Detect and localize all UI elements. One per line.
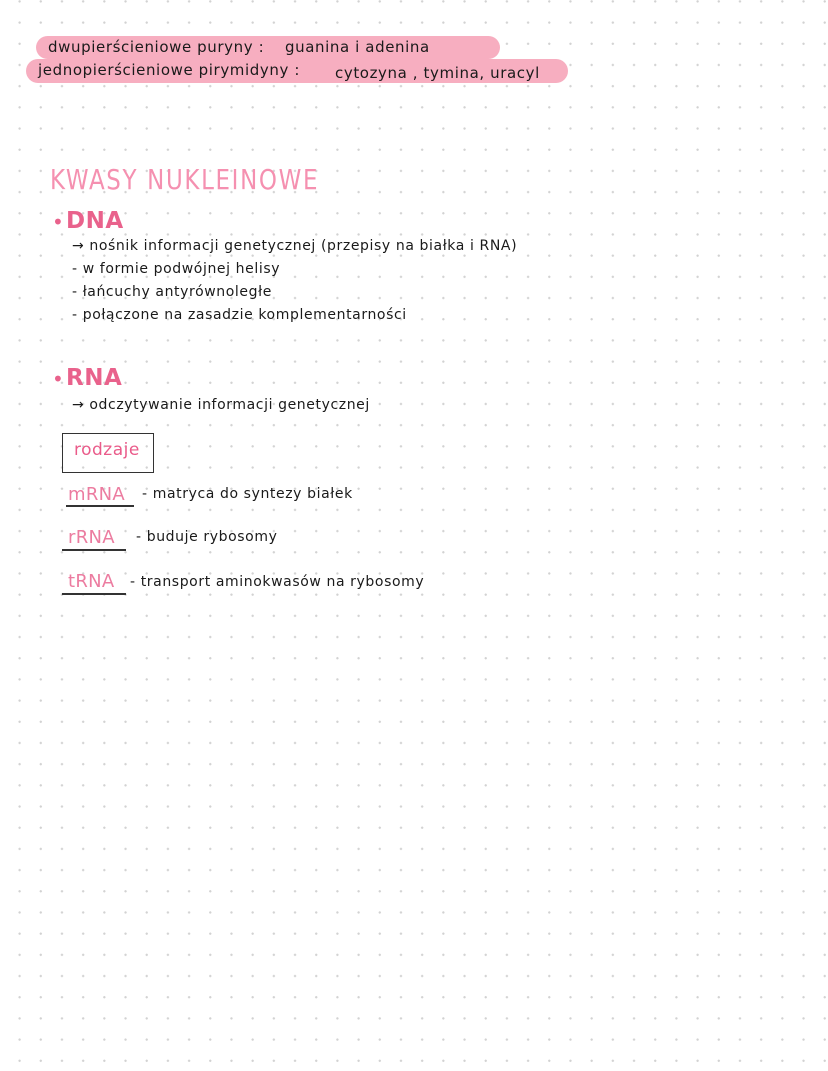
dna-line-1: → nośnik informacji genetycznej (przepisy na białka i RNA) xyxy=(72,238,518,254)
type-desc-rrna: - buduje rybosomy xyxy=(136,529,278,545)
dna-line-4: - połączone na zasadzie komplementarności xyxy=(72,307,407,323)
type-underline-trna xyxy=(62,593,126,595)
dna-line-2: - w formie podwójnej helisy xyxy=(72,261,281,277)
dna-bullet: • xyxy=(52,210,64,234)
type-name-rrna: rRNA xyxy=(68,527,115,548)
purines-label: dwupierścieniowe puryny : xyxy=(48,38,265,56)
rna-line: → odczytywanie informacji genetycznej xyxy=(72,397,370,413)
types-box-label: rodzaje xyxy=(74,440,140,460)
type-name-mrna: mRNA xyxy=(68,484,126,505)
type-desc-mrna: - matryca do syntezy białek xyxy=(142,486,353,502)
purines-list: guanina i adenina xyxy=(285,38,430,56)
type-underline-rrna xyxy=(62,549,126,551)
section-title: KWASY NUKLEINOWE xyxy=(50,163,320,196)
dna-line-3: - łańcuchy antyrównoległe xyxy=(72,284,272,300)
type-name-trna: tRNA xyxy=(68,571,115,592)
rna-heading: RNA xyxy=(66,365,123,391)
pyrimidines-label: jednopierścieniowe pirymidyny : xyxy=(38,61,300,79)
type-desc-trna: - transport aminokwasów na rybosomy xyxy=(130,574,425,590)
dna-heading: DNA xyxy=(66,208,124,234)
type-underline-mrna xyxy=(66,505,134,507)
pyrimidines-list: cytozyna , tymina, uracyl xyxy=(335,64,540,82)
rna-bullet: • xyxy=(52,367,64,391)
